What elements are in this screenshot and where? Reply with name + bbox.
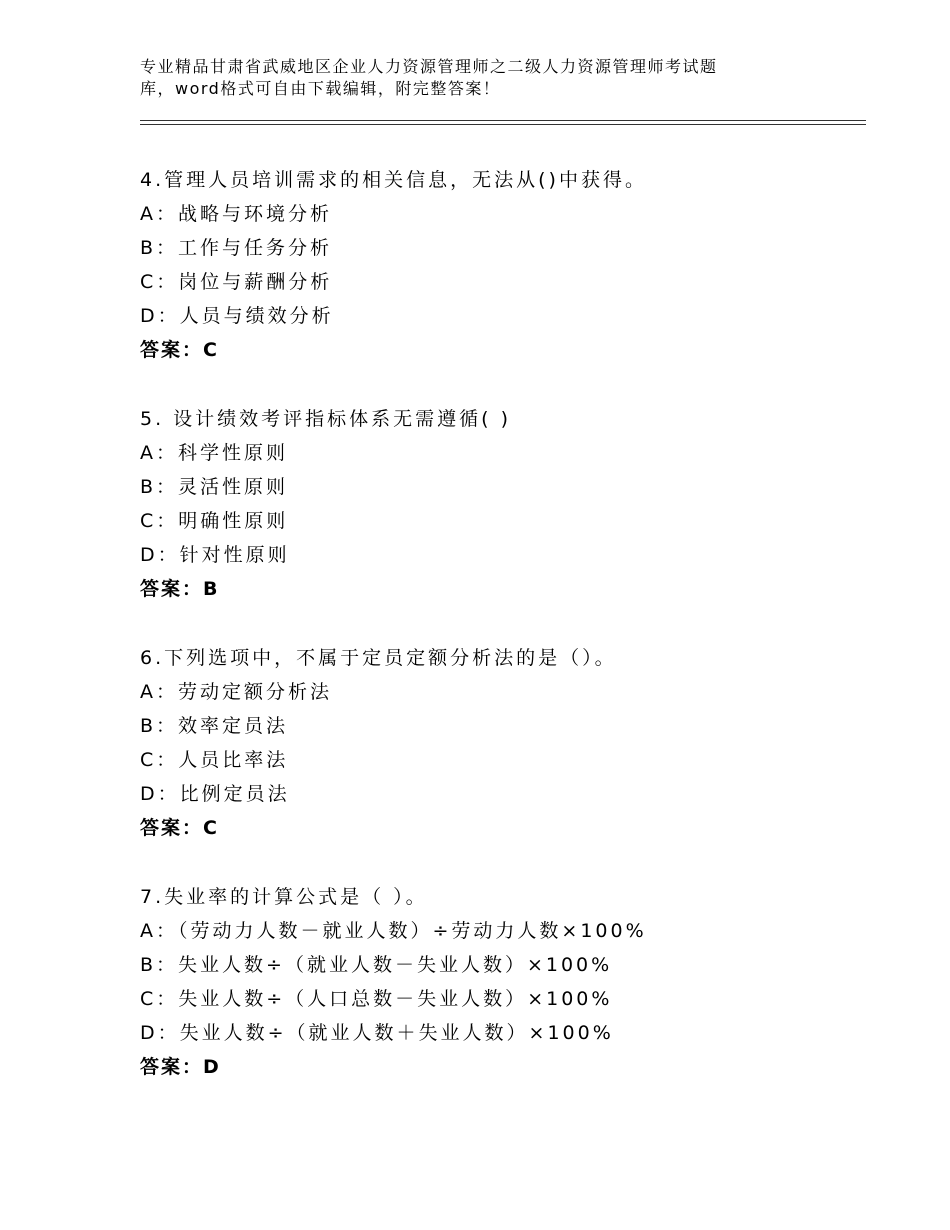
header-title-line-2: 库，word格式可自由下载编辑，附完整答案！ xyxy=(140,79,501,98)
question-stem: 7.失业率的计算公式是（ ）。 xyxy=(140,886,428,908)
header-divider-bottom xyxy=(140,124,866,125)
question-5 xyxy=(140,402,860,606)
option-d: D：人员与绩效分析 xyxy=(140,305,334,327)
option-b: B：效率定员法 xyxy=(140,715,289,737)
option-a: A：劳动定额分析法 xyxy=(140,681,332,703)
answer-label: 答案：C xyxy=(140,817,219,839)
option-a: A：战略与环境分析 xyxy=(140,203,332,225)
option-c: C：人员比率法 xyxy=(140,749,289,771)
header-divider-top xyxy=(140,120,866,121)
question-4 xyxy=(140,163,860,367)
option-b: B：失业人数÷（就业人数－失业人数）×100% xyxy=(140,954,613,976)
answer-label: 答案：D xyxy=(140,1056,221,1078)
option-a: A：科学性原则 xyxy=(140,442,288,464)
question-stem: 6.下列选项中，不属于定员定额分析法的是（）。 xyxy=(140,647,617,669)
question-7 xyxy=(140,880,860,1084)
option-c: C：失业人数÷（人口总数－失业人数）×100% xyxy=(140,988,613,1010)
question-stem: 4.管理人员培训需求的相关信息，无法从()中获得。 xyxy=(140,169,647,191)
option-b: B：工作与任务分析 xyxy=(140,237,333,259)
question-list xyxy=(140,163,860,1119)
option-d: D：比例定员法 xyxy=(140,783,290,805)
option-d: D：针对性原则 xyxy=(140,544,290,566)
option-c: C：岗位与薪酬分析 xyxy=(140,271,333,293)
header-title-line-1: 专业精品甘肃省武威地区企业人力资源管理师之二级人力资源管理师考试题 xyxy=(140,57,718,76)
answer-label: 答案：C xyxy=(140,339,219,361)
option-c: C：明确性原则 xyxy=(140,510,289,532)
option-a: A：（劳动力人数－就业人数）÷劳动力人数×100% xyxy=(140,920,647,942)
document-header xyxy=(140,56,820,100)
answer-label: 答案：B xyxy=(140,578,220,600)
option-b: B：灵活性原则 xyxy=(140,476,289,498)
question-6 xyxy=(140,641,860,845)
option-d: D：失业人数÷（就业人数＋失业人数）×100% xyxy=(140,1022,614,1044)
question-stem: 5. 设计绩效考评指标体系无需遵循( ) xyxy=(140,408,512,430)
